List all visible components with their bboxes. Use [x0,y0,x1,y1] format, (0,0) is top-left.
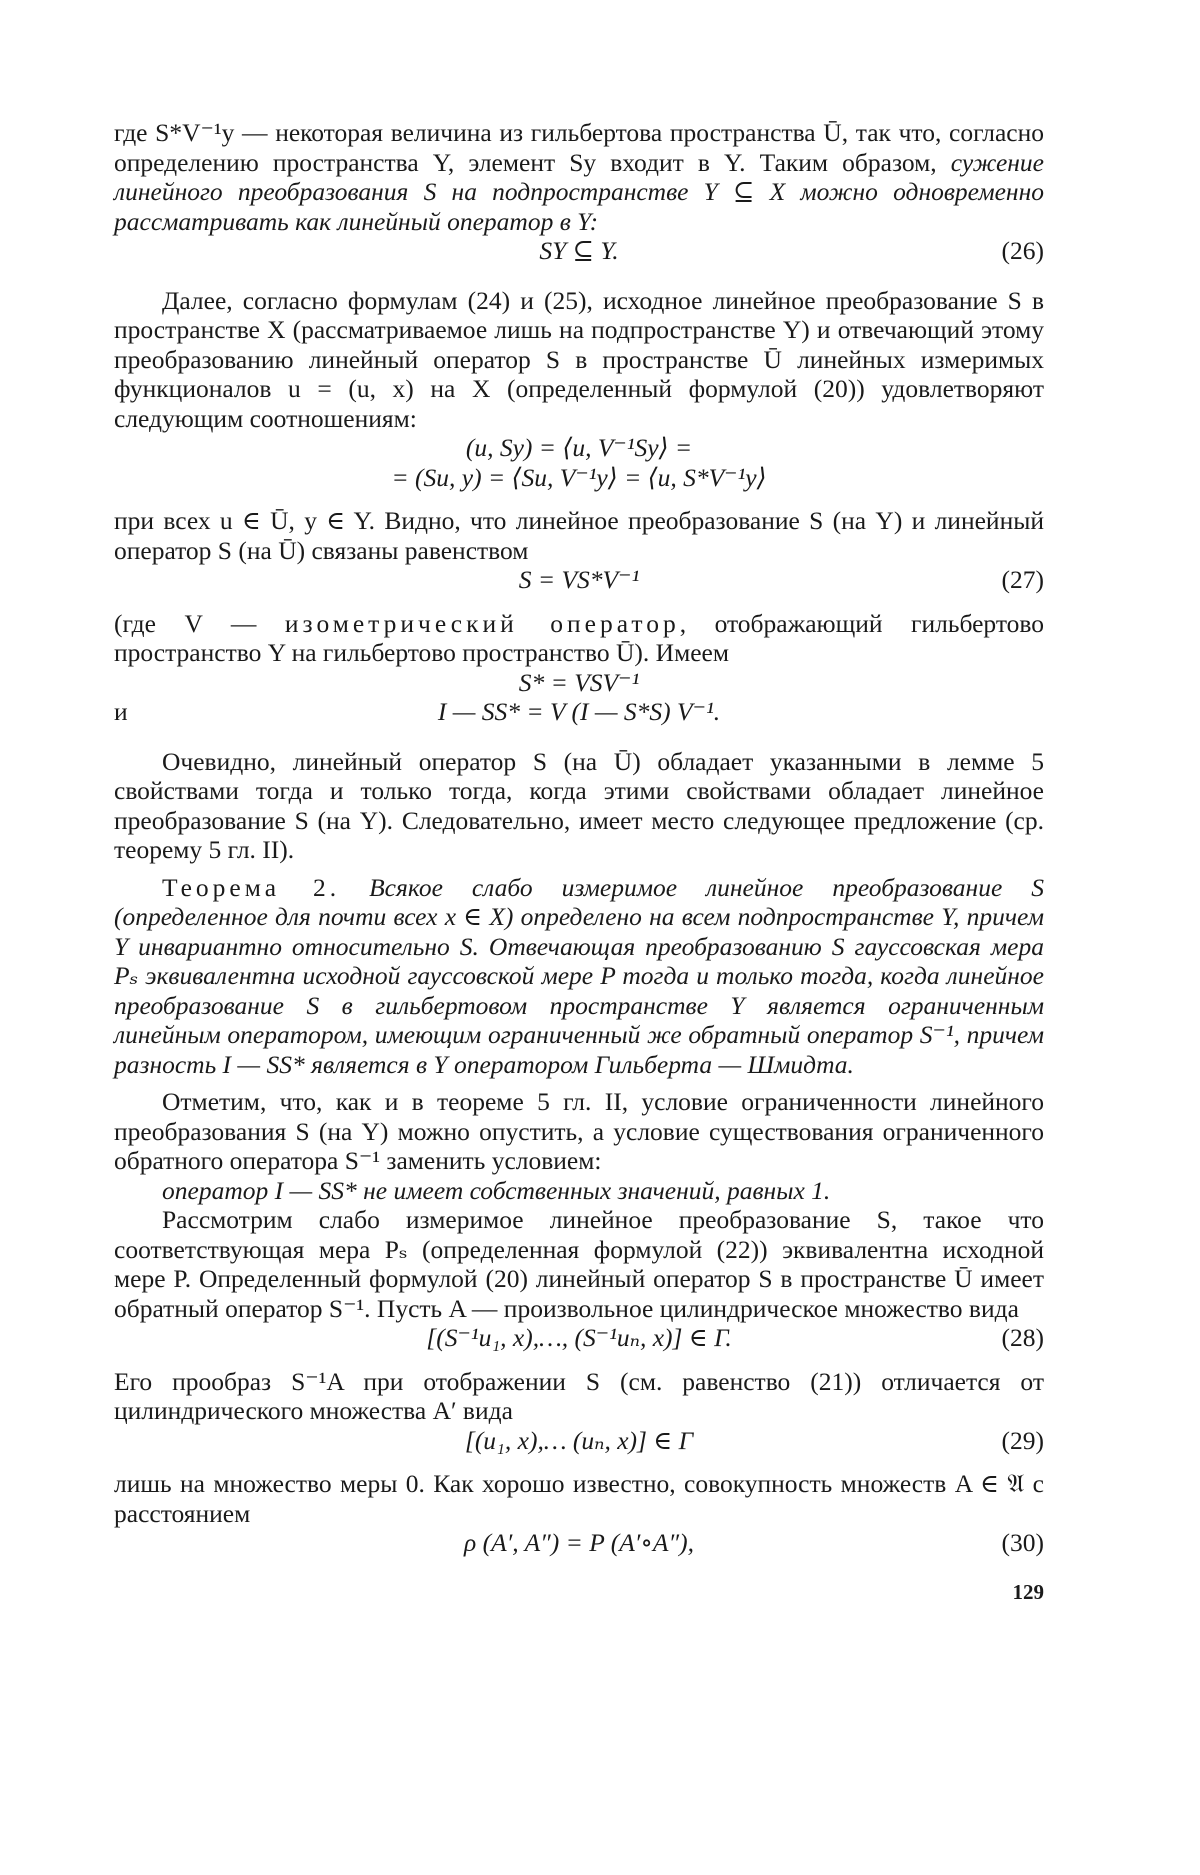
theorem-2 [114,873,1044,1080]
formula-28 [114,1323,1044,1353]
theorem-text: Всякое слабо измеримое линейное преобразование S (определенное для почти всех x ∈ X) определено на всем подпространстве Y, причем Y инвариантно относительно S. Отвечающая преобразованию S гауссовская мера Pₛ эквивалентна исходной гауссовской мере P тогда и только тогда, когда линейное преобразование S в гильбертовом пространстве Y является ограниченным линейным оператором, имеющим ограниченный же обратный оператор S⁻¹, причем разность I — SS* является в Y оператором Гильберта — Шмидта. [114,872,1044,1079]
paragraph-4 [114,609,1044,668]
formula-i-ss-expression: I — SS* = V (I — S*S) V⁻¹. [437,697,721,726]
formula-26-expression: SY ⊆ Y. [539,236,619,265]
formula-s-star: S* = VSV⁻¹ [518,667,640,697]
formula-line-2: = (Su, y) = ⟨Su, V⁻¹y⟩ = ⟨u, S*V⁻¹y⟩ [391,462,767,492]
paragraph-5: Очевидно, линейный оператор S (на Ū) обладает указанными в лемме 5 свойствами тогда и только тогда, когда этими свойствами обладает линейное преобразование S (на Y). Следовательно, имеет место следующее предложение (ср. теорему 5 гл. II). [114,746,1044,864]
paragraph-6: Отметим, что, как и в теореме 5 гл. II, условие ограниченности линейного преобразования S (на Y) можно опустить, а условие существования ограниченного обратного оператора S⁻¹ заменить условием: [114,1087,1044,1175]
paragraph-1-text: где S*V⁻¹y — некоторая величина из гильбертова пространства Ū, так что, согласно определению пространства Y, элемент Sy входит в Y. Таким образом, [114,118,1044,177]
paragraph-6-condition: оператор I — SS* не имеет собственных значений, равных 1. [162,1175,831,1205]
formula-28-expression: [(S⁻¹u₁, x),…, (S⁻¹uₙ, x)] ∈ Γ. [426,1323,732,1352]
equation-number-29: (29) [1001,1425,1044,1455]
theorem-label: Теорема 2. [162,872,341,902]
formula-27 [114,565,1044,595]
paragraph-4-start: (где V — [114,608,285,638]
formula-26 [114,236,1044,266]
paragraph-7: Рассмотрим слабо измеримое линейное преобразование S, такое что соответствующая мера Pₛ (определенная формулой (22)) эквивалентна исходной мере P. Определенный формулой (20) линейный оператор S в пространстве Ū имеет обратный оператор S⁻¹. Пусть A — произвольное цилиндрическое множество вида [114,1205,1044,1323]
paragraph-4-spaced-term: изометрический оператор [284,608,680,638]
formula-29-expression: [(u₁, x),… (uₙ, x)] ∈ Γ [464,1425,694,1455]
page-number: 129 [1012,1579,1044,1604]
equation-number-30: (30) [1001,1528,1044,1557]
equation-number-26: (26) [1001,236,1044,265]
formula-i-ss [114,697,1044,727]
formula-29 [114,1426,1044,1456]
conjunction-and: и [114,697,128,726]
equation-number-27: (27) [1001,565,1044,594]
paragraph-3: при всех u ∈ Ū, y ∈ Y. Видно, что линейное преобразование S (на Y) и линейный оператор S (на Ū) связаны равенством [114,506,1044,565]
formula-30 [114,1528,1044,1558]
paragraph-2: Далее, согласно формулам (24) и (25), исходное линейное преобразование S в пространстве X (рассматриваемое лишь на подпространстве Y) и отвечающий этому преобразованию линейный оператор S в пространстве Ū линейных измеримых функционалов u = (u, x) на X (определенный формулой (20)) удовлетворяют следующим соотношениям: [114,285,1044,433]
formula-line-1: (u, Sy) = ⟨u, V⁻¹Sy⟩ = [465,433,693,462]
paragraph-8: Его прообраз S⁻¹A при отображении S (см. равенство (21)) отличается от цилиндрического множества A′ вида [114,1366,1044,1425]
formula-30-expression: ρ (A′, A″) = P (A′∘A″), [464,1528,694,1557]
equation-number-28: (28) [1001,1323,1044,1352]
paragraph-4-end: , отображающий гильбертово пространство Y на гильбертово пространство Ū). Имеем [114,608,1044,667]
paragraph-1-italic-text: сужение линейного преобразования S на подпространстве Y ⊆ X можно одновременно рассматривать как линейный оператор в Y: [114,147,1044,236]
paragraph-9: лишь на множество меры 0. Как хорошо известно, совокупность множеств A ∈ 𝔄 с расстоянием [114,1469,1044,1528]
document-page [114,118,1044,1607]
paragraph-1 [114,118,1044,236]
formula-27-expression: S = VS*V⁻¹ [518,565,640,594]
